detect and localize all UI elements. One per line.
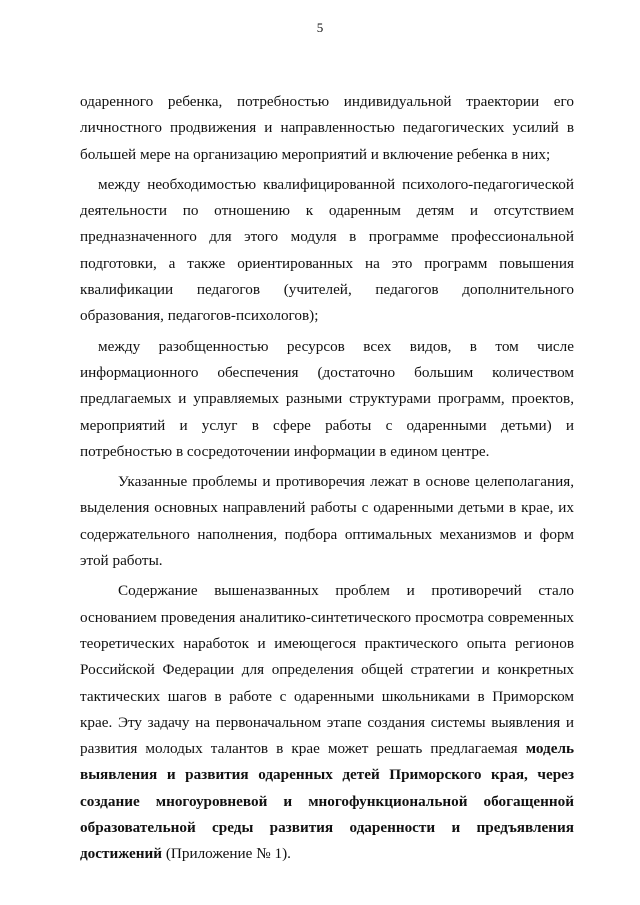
document-body [80, 89, 574, 868]
paragraph-5 [80, 578, 574, 867]
paragraph-1: одаренного ребенка, потребностью индивидуальной траектории его личностного продвижения и направленностью педагогических усилий в большей мере на организацию мероприятий и включение ребенка в них; [80, 93, 574, 163]
paragraph-5-appendix-ref: (Приложение № 1). [162, 845, 291, 863]
paragraph-2: между необходимостью квалифицированной психолого-педагогической деятельности по отношению к одаренным детям и отсутствием предназначенного для этого модуля в программе профессиональной подготовки, а также ориентированных на это программ повышения квалификации педагогов (учителей, педагогов дополнительного образования, педагогов-психологов); [80, 175, 574, 325]
paragraph-4: Указанные проблемы и противоречия лежат в основе целеполагания, выделения основных направлений работы с одаренными детьми в крае, их содержательного наполнения, подбора оптимальных механизмов и форм этой работы. [80, 473, 574, 570]
paragraph-5-bold-text: модель выявления и развития одаренных детей Приморского края, через создание многоуровневой и многофункциональной обогащенной образовательной среды развития одаренности и предъявления достижений [80, 740, 574, 863]
paragraph-3: между разобщенностью ресурсов всех видов, в том числе информационного обеспечения (достаточно большим количеством предлагаемых и управляемых разными структурами программ, проектов, мероприятий и услуг в сфере работы с одаренными детьми) и потребностью в сосредоточении информации в едином центре. [80, 337, 574, 460]
page-number: 5 [316, 20, 324, 35]
paragraph-5-text: Содержание вышеназванных проблем и противоречий стало основанием проведения аналитико-синтетического просмотра современных теоретических наработок и имеющегося практического опыта регионов Российской Федерации для определения общей стратегии и конкретных тактических шагов в работе с одаренными школьниками в Приморском крае. Эту задачу на первоначальном этапе создания системы выявления и развития молодых талантов в крае может решать предлагаемая [80, 582, 574, 758]
